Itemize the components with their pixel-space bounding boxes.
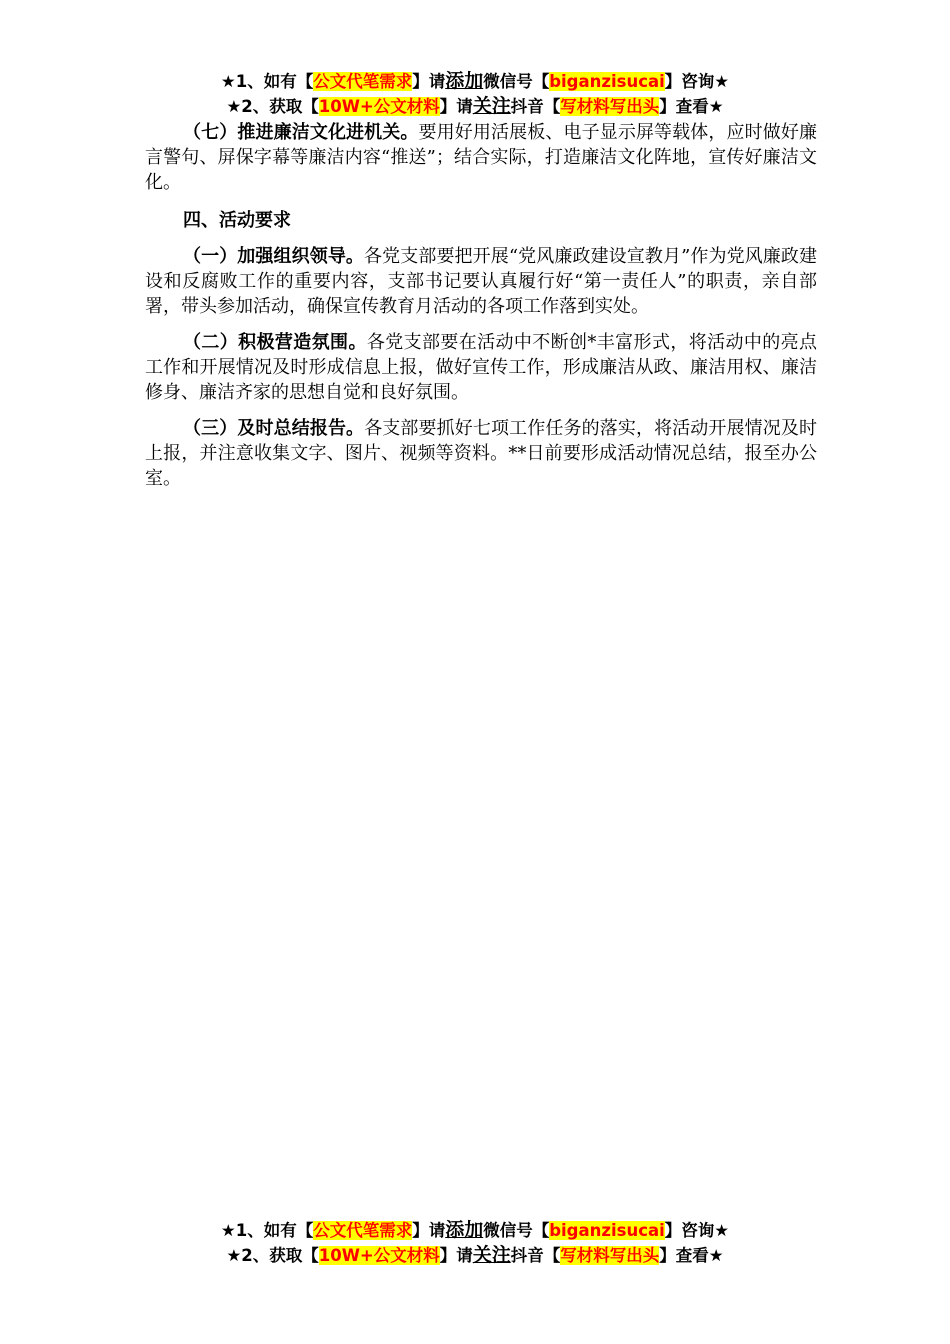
paragraph-text: 各党支部要在活动中不断创*丰富形式，将活动中的亮点工作和开展情况及时形成信息上报，做好宣传工作，形成廉洁从政、廉洁用权、廉洁修身、廉洁齐家的思想自觉和良好氛围。 [145, 332, 818, 403]
paragraph-text: 各党支部要把开展“党风廉政建设宣教月”作为党风廉政建设和反腐败工作的重要内容，支部书记要认真履行好“第一责任人”的职责，亲自部署，带头参加活动，确保宣传教育月活动的各项工作落到实处。 [145, 246, 817, 317]
banner-text: ★2、获取【 [226, 97, 319, 116]
banner-text: ★2、获取【 [226, 1246, 319, 1265]
footer-banner [0, 1218, 950, 1268]
paragraph-lead: （三）及时总结报告。 [183, 418, 365, 439]
highlight-wechat-id: biganzisucai [549, 72, 665, 91]
emphasis-add: 添加 [445, 1219, 484, 1241]
section-heading: 四、活动要求 [183, 210, 291, 231]
document-body [145, 120, 817, 502]
paragraph-requirement-3 [145, 416, 817, 491]
header-banner [0, 69, 950, 119]
banner-line-2 [0, 94, 950, 119]
highlight-ghostwriting: 公文代笔需求 [313, 72, 413, 91]
highlight-wechat-id: biganzisucai [549, 1221, 665, 1240]
paragraph-lead: （二）积极营造氛围。 [183, 332, 367, 353]
highlight-materials: 10W+公文材料 [318, 1246, 440, 1265]
paragraph-item-7 [145, 120, 817, 195]
banner-text: 】查看★ [659, 1246, 724, 1265]
banner-text: 抖音【 [510, 1246, 561, 1265]
banner-line-1 [0, 1218, 950, 1243]
banner-text: 】查看★ [659, 97, 724, 116]
banner-text: ★1、如有【 [220, 1221, 314, 1240]
highlight-materials: 10W+公文材料 [318, 97, 440, 116]
banner-text: 】咨询★ [664, 1221, 730, 1240]
banner-text: 】咨询★ [664, 72, 730, 91]
emphasis-follow: 关注 [472, 1244, 511, 1266]
highlight-douyin: 写材料写出头 [560, 97, 660, 116]
highlight-douyin: 写材料写出头 [560, 1246, 660, 1265]
banner-text: 】请 [439, 97, 473, 116]
emphasis-follow: 关注 [472, 95, 511, 117]
banner-text: 】请 [412, 72, 446, 91]
paragraph-text: 要用好用活展板、电子显示屏等载体，应时做好廉言警句、屏保字幕等廉洁内容“推送”；结合实际，打造廉洁文化阵地，宣传好廉洁文化。 [145, 122, 817, 193]
paragraph-requirement-1 [145, 244, 817, 319]
paragraph-text: 各支部要抓好七项工作任务的落实，将活动开展情况及时上报，并注意收集文字、图片、视频等资料。**日前要形成活动情况总结，报至办公室。 [145, 418, 818, 489]
banner-text: 微信号【 [483, 72, 550, 91]
paragraph-lead: （一）加强组织领导。 [183, 246, 365, 267]
paragraph-lead: （七）推进廉洁文化进机关。 [183, 122, 419, 143]
banner-text: 】请 [439, 1246, 473, 1265]
banner-text: 抖音【 [510, 97, 561, 116]
paragraph-requirement-2 [145, 330, 817, 405]
emphasis-add: 添加 [445, 70, 484, 92]
banner-text: 微信号【 [483, 1221, 550, 1240]
banner-text: 】请 [412, 1221, 446, 1240]
banner-line-2 [0, 1243, 950, 1268]
highlight-ghostwriting: 公文代笔需求 [313, 1221, 413, 1240]
banner-line-1 [0, 69, 950, 94]
banner-text: ★1、如有【 [220, 72, 314, 91]
